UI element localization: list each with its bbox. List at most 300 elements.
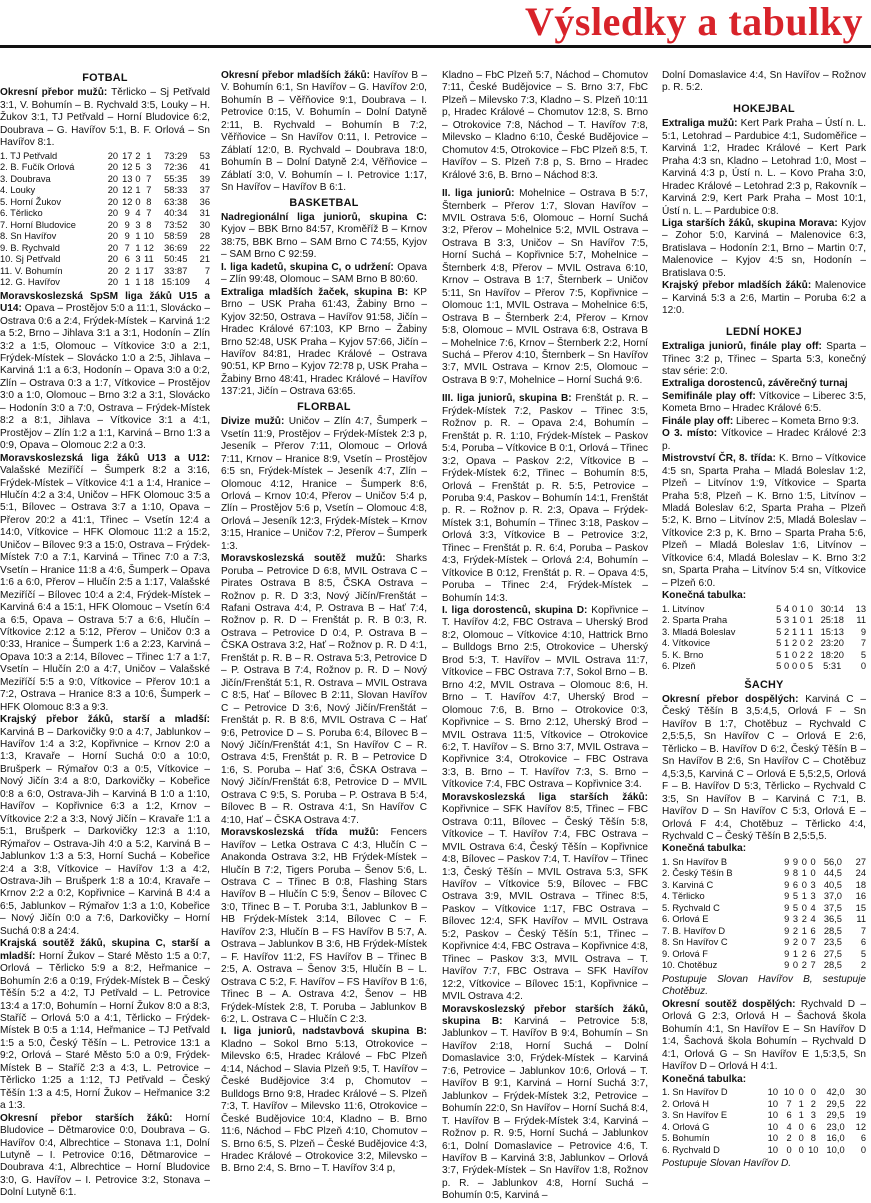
table-cell: 6 [860, 937, 866, 948]
table-cell: 8 [810, 1133, 816, 1143]
table-cell: 5 [135, 162, 141, 173]
competition-name: Okresní přebor starších žáků: [0, 1112, 173, 1124]
team-name: 9. Orlová F [662, 948, 708, 959]
table-cell: 1 [135, 265, 141, 276]
team-name: 5. K. Brno [662, 649, 704, 660]
section-heading-sachy: ŠACHY [744, 678, 784, 691]
table-cell: 5 [807, 661, 813, 672]
table-cell: 1 [135, 277, 141, 288]
table-cell: 5 [860, 649, 866, 660]
result-paragraph [0, 87, 210, 149]
table-cell: 20 [107, 208, 119, 219]
table-cell: 9 [860, 626, 866, 637]
table-cell: 1 [801, 891, 807, 902]
table-cell: 3 [135, 254, 141, 265]
result-paragraph [221, 553, 427, 827]
table-cell: 1 [135, 185, 141, 196]
table-row [662, 627, 866, 639]
standings-table [662, 857, 866, 972]
table-row [662, 857, 866, 869]
result-paragraph [662, 391, 866, 416]
table-cell: 2 [124, 265, 130, 276]
table-cell: 18 [143, 277, 154, 288]
table-cell: 9 [784, 914, 790, 925]
table-cell: 10 [767, 1133, 779, 1143]
table-cell: 1 [801, 868, 807, 879]
table-cell: 44,5 [823, 868, 842, 879]
table-cell: 9 [784, 937, 790, 948]
result-paragraph [442, 792, 648, 1004]
table-cell: 6 [792, 879, 799, 890]
table-cell: 17 [122, 150, 133, 161]
table-cell: 1 [799, 626, 806, 637]
competition-name: I. liga kadetů, skupina C, o udržení: [221, 261, 394, 273]
table-row [0, 266, 210, 278]
competition-name: Krajský přebor žáků, starší a mladší: [0, 714, 210, 726]
table-cell: 0 [798, 1133, 804, 1143]
table-cell: 10,0 [826, 1144, 845, 1155]
table-cell: 20 [107, 173, 119, 184]
table-cell: 16,0 [826, 1133, 845, 1143]
table-cell: 16 [855, 891, 866, 902]
table-cell: 0 [801, 879, 807, 890]
table-caption [662, 590, 866, 602]
table-cell: 4 [786, 1121, 792, 1132]
table-cell: 9 [784, 879, 790, 890]
table-cell: 13 [122, 173, 133, 184]
table-cell: 5 [792, 902, 799, 913]
table-cell: 4 [810, 902, 816, 913]
table-cell: 7 [204, 265, 210, 276]
standings-table [0, 151, 210, 289]
table-cell: 15:109 [161, 277, 190, 288]
table-cell: 6 [810, 925, 816, 936]
table-cell: 12 [122, 185, 133, 196]
table-cell: 1 [146, 150, 152, 161]
results-text: Havířov B – V. Bohumín 6:1, Sn Havířov – G. Havířov 2:0, Bohumín B – Věřňovice 9:1, Doubrava – I. Petrovice 0:15, V. Bohumín – Dolní Datyně 2:11, B. Rychvald – Bohumín B 7:2, Věřňovice – Sn Havířov 0:11, I. Petrovice – Záblatí 12:0, B. Rychvald – Doubrava 18:0, Bohumín B – Dolní Datyně 2:4, Věřňovice – Záblatí 3:0, V. Bohumín – I. Petrovice 1:17, Sn Havířov – Havířov B 6:1. [221, 70, 427, 194]
competition-name: Moravskoslezská SpSM liga žáků U15 a U14: [0, 290, 210, 315]
table-cell: 8 [792, 868, 799, 879]
competition-name: Krajský přebor mladších žáků: [662, 280, 812, 292]
section-heading-fotbal: FOTBAL [82, 72, 128, 84]
table-cell: 1 [784, 649, 790, 660]
team-name: 8. Sn Havířov [0, 231, 57, 242]
team-name: 3. Sn Havířov E [662, 1110, 728, 1120]
team-name: 12. G. Havířov [0, 277, 60, 288]
table-cell: 0 [798, 1121, 804, 1132]
table-cell: 1 [807, 626, 813, 637]
table-row [0, 151, 210, 163]
competition-name: Extraliga dorostenců, závěrečný turnaj [662, 378, 848, 390]
competition-name: Extraliga juniorů, finále play off: [662, 341, 822, 353]
results-text: Sharks Poruba – Petrovice D 6:8, MVIL Ostrava C – Pirates Ostrava B 8:5, ČSKA Ostrava – Rožnov p. R. D 3:3, Nový Jičín/Frenštát – Rafani Ostrava 4:4, P. Ostrava B – Hať 7:4, Rožnov p. R. D – Frenštát p. R. B 0:3, R. Ostrava – Petrovice D 0:4, P. Ostrava B – ČSKA Ostrava 3:2, Hať – Rožnov p. R. D 4:1, Frenštát p. R. B – R. Ostrava 5:3, Petrovice D – P. Ostrava B 7:4, Rožnov p. R. D – Nový Jičín/Frenštát 5:1, R. Ostrava – MVIL Ostrava C 8:5, Hať – Bílovec B 2:11, Slovan Havířov C – Petrovice D 3:6, Nový Jičín/Frenštát – Frenštát p. R. B 8:6, MVIL Ostrava C – Hať 9:6, Petrovice D – S. Poruba 6:4, Bílovec B – Nový Jičín/Frenštát 4:1, Sn Havířov C – R. Ostrava 4:5, Frenštát p. R. B – Petrovice D 1:6, S. Poruba – Hať 3:6, ČSKA Ostrava – Nový Jičín/Frenštát 6:8, Petrovice D – MVIL Ostrava C 9:5, S. Poruba – P. Ostrava B 5:4, Bílovec B – R. Ostrava 4:1, Sn Havířov C 4:10, Hať – ČSKA Ostrava 4:7. [221, 553, 427, 826]
table-row [662, 960, 866, 972]
table-cell: 55:35 [164, 173, 188, 184]
team-name: 4. Orlová G [662, 1121, 710, 1132]
table-cell: 20 [107, 254, 119, 265]
results-text: Uničov – Zlín 4:7, Šumperk – Vsetín 11:9, Prostějov – Frýdek-Místek 2:3 p, Jeseník – Přerov 7:11, Olomouc – Orlová 7:11, Krnov – Hranice 8:9, Vsetín – Prostějov 6:5 sn, Frýdek-Místek – Jeseník 4:7, Zlín – Olomouc 4:12, Hranice – Šumperk 8:6, Orlová – Krnov 10:4, Přerov – Uničov 5:4 p, Zlín – Prostějov 5:6 p, Vsetín – Olomouc 4:8, Orlová – Jeseník 12:3, Frýdek-Místek – Krnov 3:15, Hranice – Uničov 7:2, Přerov – Šumperk 1:3. [221, 416, 427, 552]
results-text: Liberec – Kometa Brno 9:3. [733, 415, 859, 427]
table-cell: 20 [107, 277, 119, 288]
table-cell: 36:69 [164, 242, 188, 253]
table-cell: 3 [784, 615, 790, 626]
results-text: K. Brno – Vítkovice 4:5 sn, Sparta Praha – Mladá Boleslav 1:2, Plzeň – Litvínov 1:9, Vítkovice – Sparta Praha 5:8, Plzeň – K. Brno 1:5, Litvínov – Mladá Boleslav 6:2, Sparta Praha – Plzeň 5:2, K. Brno – Litvínov 2:5, Mladá Boleslav – Vítkovice 2:3 p, K. Brno – Sparta Praha 5:6, Plzeň – Mladá Boleslav 1:6, Litvínov – Vítkovice 6:4, Mladá Boleslav – K. Brno 3:2 sn, Sparta Praha – Litvínov 5:4 sn, Vítkovice – Plzeň 6:0. [662, 453, 866, 589]
table-cell: 0 [798, 1087, 804, 1097]
result-paragraph [662, 341, 866, 378]
table-cell: 20 [107, 265, 119, 276]
table-row [662, 638, 866, 650]
table-cell: 5:31 [823, 661, 842, 672]
table-cell: 42,0 [826, 1087, 845, 1097]
result-paragraph [221, 70, 427, 195]
table-cell: 58:33 [164, 185, 188, 196]
team-name: 10. Chotěbuz [662, 960, 718, 971]
table-cell: 1 [798, 1098, 804, 1109]
table-row [662, 650, 866, 662]
results-text: Karviná B – Darkovičky 9:0 a 4:7, Jablunkov – Havířov 1:4 a 3:2, Kopřivnice – Krnov 2:0 a 1:3, Kravaře – Horní Suchá 0:0 a 10:0, Brušperk – Rýmařov 0:3 a 0:5, Vítkovice – Nový Jičín 3:4 a 8:0, Darkovičky – Kobeřice 0:8 a 6:0, Ostrava-Jih – Karviná B 1:0 a 1:10, Havířov – Kopřivnice 6:3 a 1:2, Krnov – Vítkovice 2:2 a 3:3, Nový Jičín – Kravaře 1:1 a 5:1, Brušperk – Darkovičky 12:3 a 1:10, Rýmařov – Ostrava-Jih 4:0 a 5:2, Karviná B – Jablunkov 1:3 a 5:3, Horní Suchá – Kobeřice 2:4 a 3:8, Vítkovice – Havířov 1:3 a 4:2, Ostrava-Jih – Brušperk 1:8 a 10:4, Kravaře – Krnov 2:2 a 0:2, Kopřivnice – Karviná B 4:4 a 6:5, Jablunkov – Rýmařov 1:3 a 1:0, Kobeřice – Nový Jičín 0:0 a 7:6, Darkovičky – Horní Suchá 0:8 a 24:4. [0, 726, 210, 937]
results-text: Mohelnice – Ostrava B 5:7, Šternberk – Přerov 1:7, Slovan Havířov – MVIL Ostrava 5:6, Olomouc – Horní Suchá 3:2, Přerov – Mohelnice 5:2, MVIL Ostrava – Ostrava B 3:3, Uničov – Sn Havířov 7:5, Horní Suchá – Kopřivnice 5:7, Mohelnice – Šternberk 4:8, Přerov – MVIL Ostrava 6:10, Krnov – Ostrava B 1:7, Šternberk – Uničov 5:11, Sn Havířov – Přerov 7:5, Kopřivnice – Olomouc 1:1, MVIL Ostrava – Mohelnice 6:5, Ostrava B – Šternberk 2:4, Přerov – Krnov 5:8, Olomouc – MVIL Ostrava 6:8, Ostrava B – Mohelnice 7:6, Krnov – Šternberk 2:2, Horní Suchá – Přerov 4:10, Šternberk – Sn Havířov 3:7, MVIL Ostrava – Krnov 2:5, Olomouc – Ostrava B 9:7, Mohelnice – Horní Suchá 9:6. [442, 188, 648, 386]
competition-name: Moravskoslezská liga žáků U13 a U12: [0, 452, 210, 464]
table-cell: 36 [199, 196, 210, 207]
table-cell: 0 [801, 902, 807, 913]
table-cell: 1 [784, 638, 790, 649]
table-cell: 5 [776, 615, 782, 626]
table-cell: 1 [135, 242, 141, 253]
table-cell: 10 [767, 1121, 779, 1132]
team-name: 1. TJ Petřvald [0, 150, 58, 161]
results-text: Rychvald D – Orlová G 2:3, Orlová H – Šachová škola Bohumín 4:1, Sn Havířov E – Sn Havířov D 1:4, Šachová škola Bohumín – Rychvald D 4:1, Orlová G – Sn Havířov E 1,5:3,5, Sn Havířov D – Orlová H 4:1. [662, 998, 866, 1073]
results-text: KP Brno – USK Praha 61:43, Žabiny Brno – Kyjov 32:50, Ostrava – Havířov 91:58, Jičín – Hradec Králové 67:103, KP Brno – Žabiny Brno 52:48, USK Praha – Kyjov 57:66, Jičín – Havířov 84:81, Hradec Králové – Ostrava 90:51, KP Brno – Kyjov 72:78 p, USK Praha – Žabiny Brno 48:41, Hradec Králové – Havířov 137:21, Jičín – Ostrava 63:65. [221, 286, 427, 398]
competition-name: O 3. místo: [662, 428, 718, 440]
table-cell: 0 [799, 661, 806, 672]
table-cell: 0 [810, 856, 816, 867]
result-paragraph [442, 1004, 648, 1203]
table-row [0, 208, 210, 220]
competition-name: Moravskoslezský přebor starších žáků, skupina B: [442, 1003, 648, 1027]
table-cell: 72:36 [164, 162, 188, 173]
table-row [0, 231, 210, 243]
note-text: Postupuje Slovan Havířov D. [662, 1158, 792, 1169]
table-cell: 12 [122, 196, 133, 207]
table-cell: 12 [143, 242, 154, 253]
table-caption [662, 1074, 866, 1086]
table-cell: 11 [856, 914, 866, 925]
table-cell: 3 [135, 219, 141, 230]
team-name: 4. Těrlicko [662, 891, 705, 902]
team-name: 6. Orlová E [662, 914, 709, 925]
competition-name: Moravskoslezská soutěž mužů: [221, 553, 386, 565]
results-text: Frenštát p. R. – Frýdek-Místek 7:2, Paskov – Třinec 3:5, Rožnov p. R. – Opava 2:4, Bohumín – Frenštát p. R. 1:10, Frýdek-Místek – Paskov 5:4, Poruba – Vítkovice B 0:1, Orlová – Třinec 3:2, Opava – Paskov 2:2, Vítkovice B – Frýdek-Místek 6:2, Třinec – Bohumín 8:5, Orlová – Frenštát p. R. 5:5, Petrovice – Poruba 9:4, Paskov – Bohumín 14:1, Frenštát p. R. – Rožnov p. R. 2:3, Opava – Frýdek-Místek 3:1, Bohumín – Třinec 3:18, Paskov – Orlová 3:3, Vítkovice B – Petrovice 3:2, Třinec – Frenštát p. R. 6:4, Poruba – Paskov 4:3, Frýdek-Místek – Orlová 2:4, Bohumín – Vítkovice B 0:12, Frenštát p. R. – Opava 4:5, Poruba – Třinec 2:4, Frýdek-Místek – Bohumín 14:3. [442, 393, 648, 604]
standings-table [662, 1087, 866, 1156]
results-text: Kladno – FbC Plzeň 5:7, Náchod – Chomutov 7:11, České Budějovice – S. Brno 3:7, FbC Plzeň – Milevsko 7:3, Kladno – S. Plzeň 10:11 p, Hradec Králové – Chomutov 12:8, S. Brno – Otrokovice 7:8, Náchod – T. Havířov 7:8, Milevsko – Kladno 6:10, České Budějovice – Chomutov 4:5, Otrokovice – FbC Plzeň 8:5, T. Havířov – S. Plzeň 7:8 p, S. Brno – Hradec Králové 3:6, B. Brno – Náchod 8:3. [442, 70, 648, 181]
table-cell: 73:52 [164, 219, 188, 230]
table-cell: 5 [776, 661, 782, 672]
results-text: Horní Bludovice – Dětmarovice 0:0, Doubrava – G. Havířov 0:4, Albrechtice – Stonava 1:1, Dolní Lutyně – I. Petrovice 0:16, Dětmarovice – Doubrava 4:1, Albrechtice – Horní Bludovice 3:0, G. Havířov – I. Petrovice 3:2, Stonava – Dolní Lutyně 6:1. [0, 1112, 210, 1199]
table-row [662, 926, 866, 938]
competition-name: Okresní přebor mužů: [0, 87, 108, 99]
result-paragraph [0, 714, 210, 938]
table-cell: 7 [860, 638, 866, 649]
table-cell: 33:87 [164, 265, 188, 276]
table-cell: 5 [792, 891, 799, 902]
results-text: Dolní Domaslavice 4:4, Sn Havířov – Rožnov p. R. 5:2. [662, 70, 866, 94]
team-name: 6. Plzeň [662, 661, 696, 672]
table-cell: 4 [784, 603, 790, 614]
table-cell: 7 [124, 242, 130, 253]
table-cell: 6 [810, 948, 816, 959]
table-cell: 18:20 [820, 649, 844, 660]
team-name: 8. Sn Havířov C [662, 937, 728, 948]
result-paragraph [662, 999, 866, 1074]
table-cell: 23,0 [826, 1121, 845, 1132]
table-cell: 0 [791, 649, 798, 660]
competition-name: Mistrovství ČR, 8. třída: [662, 453, 776, 465]
table-cell: 0 [801, 856, 807, 867]
table-cell: 15:13 [820, 626, 844, 637]
table-cell: 0 [791, 603, 798, 614]
note [662, 974, 866, 999]
table-cell: 5 [860, 948, 866, 959]
table-cell: 9 [124, 231, 130, 242]
team-name: 1. Litvínov [662, 603, 705, 614]
team-name: 3. Doubrava [0, 173, 51, 184]
table-cell: 0 [135, 196, 141, 207]
table-cell: 1 [799, 603, 806, 614]
results-text: Valašské Meziříčí – Šumperk 8:2 a 3:16, Frýdek-Místek – Vítkovice 4:1 a 1:4, Hranice – Hlučín 4:2 a 3:4, Uničov – HFK Olomouc 3:5 a 5:1, Bílovec – Ostrava 3:7 a 1:10, Opava – Přerov 20:2 a 41:1, Třinec – Vsetín 12:4 a 14:0, Vítkovice – HFK Olomouc 11:2 a 15:2, Uničov – Bílovec 9:3 a 15:0, Ostrava – Frýdek-Místek 7:0 a 7:1, Karviná – Třinec 7:0 a 7:3, Vsetín – Hranice 11:8 a 4:6, Šumperk – Opava 1:6 a 6:0, Přerov – Hlučín 2:5 a 1:17, Valašské Meziříčí – Bílovec 10:4 a 2:4, Frýdek-Místek – Karviná 6:4 a 15:1, HFK Olomouc – Vsetín 6:4 a 6:5, Opava – Ostrava 5:7 a 6:6, Hlučín – Vítkovice 2:12 a 5:12, Přerov – Uničov 0:3 a 0:33, Hranice – Šumperk 1:6 a 2:23, Karviná – Opava 10:3 a 2:14, Bílovec – Třinec 1:7 a 1:7, Vsetín – Hlučín 2:0 a 4:7, Uničov – Valašské Meziříčí 5:5 a 9:0, Vítkovice – Přerov 10:1 a 7:2, Ostrava – Hranice 8:3 a 10:6, Šumperk – HFK Olomouc 8:3 a 9:3. [0, 465, 210, 713]
team-name: 9. B. Rychvald [0, 242, 60, 253]
table-cell: 7 [146, 185, 152, 196]
table-row [662, 1099, 866, 1111]
competition-name: Nadregionální liga juniorů, skupina C: [221, 211, 427, 223]
result-paragraph [662, 694, 866, 843]
result-paragraph [662, 280, 866, 317]
table-cell: 1 [801, 925, 807, 936]
competition-name: Okresní soutěž dospělých: [662, 998, 796, 1010]
result-paragraph [221, 287, 427, 399]
results-text: Kert Park Praha – Ústí n. L. 5:1, Letohrad – Pardubice 4:1, Sudoměřice – Karviná 1:2, Hradec Králové – Kert Park Praha 4:3 sn, Kladno – Letohrad 1:0, Most – Karviná 4:3 p, Ústí n. L. – Kovo Praha 3:0, Hradec Králové – Letohrad 2:3 p, Rakovník – Karviná 2:9, Kert Park Praha – Most 10:1, Ústí n. L. – Pardubice 0:8. [662, 118, 866, 217]
table-cell: 63:38 [164, 196, 188, 207]
table-cell: 7 [810, 937, 816, 948]
table-cell: 2 [860, 960, 866, 971]
competition-name: III. liga juniorů, skupina B: [442, 393, 572, 405]
competition-name: Krajská soutěž žáků, skupina C, starší a mladší: [0, 938, 210, 962]
table-cell: 20 [107, 196, 119, 207]
table-cell: 3 [146, 162, 152, 173]
team-name: 6. Rychvald D [662, 1144, 720, 1155]
table-cell: 2 [792, 937, 799, 948]
team-name: 2. Orlová H [662, 1098, 710, 1109]
table-row [662, 661, 866, 673]
table-cell: 9 [124, 219, 130, 230]
results-text: Kladno – Sokol Brno 5:13, Otrokovice – Milevsko 6:5, Hradec Králové – FbC Plzeň 4:14, Náchod – Slavia Plzeň 9:5, T. Havířov – České Budějovice 3:4 p, Chomutov – Bulldogs Brno 9:8, Hradec Králové – S. Plzeň 7:3, T. Havířov – Milevsko 11:6, Otrokovice – České Budějovice 10:4, Kladno – B. Brno 11:6, Náchod – FbC Plzeň 4:10, Chomutov – S. Brno 6:5, S. Plzeň – České Budějovice 4:3, Hradec Králové – Otrokovice 3:2, Milevsko – B. Brno 2:4, S. Brno – T. Havířov 3:4 p, [221, 1038, 427, 1175]
table-cell: 4 [204, 277, 210, 288]
table-cell: 2 [807, 638, 813, 649]
results-text: Horní Žukov – Staré Město 1:5 a 0:7, Orlová – Těrlicko 5:9 a 8:2, Heřmanice – Bohumín 2:6 a 0:19, Frýdek-Místek B – Český Těšín 5:2 a 4:2, TJ Petřvald – L. Petrovice 13:4 a 17:0, Bohumín – Horní Žukov 8:0 a 8:3, Staříč – Orlová 5:0 a 4:1, Těrlicko – Frýdek-Místek B 0:5 a 1:14, Heřmanice – TJ Petřvald 1:5 a 5:0, Český Těšín – L. Petrovice 13:1 a 9:2, Orlová – Staré Město 5:0 a 0:9, Frýdek-Místek B – Staříč 2:3 a 4:3, L. Petrovice – Těrlicko 1:25 a 1:12, TJ Petřvald – Český Těšín 1:3 a 4:5, Horní Žukov – Heřmanice 3:2 a 1:3. [0, 950, 210, 1112]
result-paragraph [662, 218, 866, 280]
table-cell: 0 [810, 1087, 816, 1097]
table-row [0, 162, 210, 174]
competition-name: Finále play off: [662, 415, 734, 427]
table-cell: 3 [792, 914, 799, 925]
results-text: Malenovice – Karviná 5:3 a 2:6, Martin – Poruba 6:2 a 12:0. [662, 280, 866, 317]
competition-name: Okresní přebor dospělých: [662, 694, 799, 706]
team-name: 3. Karviná C [662, 879, 714, 890]
results-columns [0, 70, 871, 1202]
table-cell: 22 [199, 242, 210, 253]
table-row [662, 1145, 866, 1157]
table-cell: 0 [860, 1144, 866, 1155]
table-cell: 0 [799, 615, 806, 626]
masthead [0, 0, 871, 48]
table-row [0, 243, 210, 255]
table-cell: 1 [807, 615, 813, 626]
table-cell: 0 [807, 603, 813, 614]
table-cell: 9 [784, 948, 790, 959]
table-caption [662, 843, 866, 855]
table-cell: 40:34 [164, 208, 188, 219]
table-cell: 9 [784, 902, 790, 913]
table-cell: 2 [791, 638, 798, 649]
table-cell: 7 [146, 173, 152, 184]
table-cell: 20 [107, 162, 119, 173]
table-cell: 12 [122, 162, 133, 173]
team-name: 1. Sn Havířov B [662, 856, 728, 867]
team-name: 11. V. Bohumín [0, 265, 63, 276]
table-row [0, 220, 210, 232]
results-text: Fencers Havířov – Letka Ostrava C 4:3, Hlučín C – Anakonda Ostrava 3:2, HB Frýdek-Místek – Hlučín B 7:2, Tigers Poruba – Šenov 5:6, L. Ostrava C – Třinec B 0:8, Flashing Stars Havířov B – Hlučín C 5:9, Šenov – Bílovec C 3:0, Třinec B – T. Poruba 3:1, Jablunkov B – HB Frýdek-Místek 3:14, Bílovec C – F. Havířov 2:3, Hlučín B – FS Havířov B 5:7, A. Ostrava – Jablunkov B 3:6, HB Frýdek-Místek – F. Havířov 11:2, FS Havířov B – Třinec B 2:5, A. Ostrava – Šenov 3:5, Hlučín B – L. Ostrava C 5:2, F. Havířov – FS Havířov B 1:6, Třinec B – A. Ostrava 4:2, Šenov – HB Frýdek-Místek 2:8, T. Poruba – Jablunkov B 6:2, L. Ostrava C – Hlučín C 2:3. [221, 827, 427, 1025]
table-cell: 10 [767, 1087, 779, 1097]
team-name: 7. Horní Bludovice [0, 219, 76, 230]
table-cell: 10 [808, 1144, 819, 1155]
table-cell: 10 [767, 1110, 779, 1120]
competition-name: Okresní přebor mladších žáků: [221, 70, 370, 81]
table-row [662, 868, 866, 880]
team-name: 6. Těrlicko [0, 208, 43, 219]
table-cell: 7 [786, 1098, 792, 1109]
results-text: Karviná C – Český Těšín B 3,5:4,5, Orlová F – Sn Havířov B 1:7, Chotěbuz – Rychvald C 2,5:5,5, Sn Havířov C – Orlová E 2:6, Těrlicko – B. Havířov D 6:2, Český Těšín B – Sn Havířov B 2:6, Sn Havířov C – Chotěbuz 4,5:3,5, Karviná C – Orlová E 5,5:2,5, Orlová F – B. Havířov D 5:3, Těrlicko – Rychvald C 3:5, Sn Havířov B – Karviná C 7:1, B. Havířov D – Sn Havířov C 5:3, Orlová E – Orlová F 4:4, Chotěbuz – Těrlicko 4:4, Rychvald C – Český Těšín B 2,5:5,5. [662, 694, 866, 843]
competition-name: Divize mužů: [221, 416, 285, 428]
table-row [662, 1087, 866, 1099]
table-cell: 21 [199, 254, 210, 265]
table-cell: 6 [810, 1121, 816, 1132]
table-cell: 0 [860, 661, 866, 672]
competition-name: I. liga dorostenců, skupina D: [442, 605, 588, 617]
table-cell: 18 [855, 879, 866, 890]
result-paragraph [0, 291, 210, 453]
table-cell: 5 [776, 649, 782, 660]
table-cell: 4 [135, 208, 141, 219]
table-row [662, 891, 866, 903]
table-cell: 11 [856, 615, 866, 626]
table-cell: 9 [784, 868, 790, 879]
table-cell: 58:59 [164, 231, 188, 242]
table-cell: 50:45 [164, 254, 188, 265]
table-cell: 11 [143, 254, 154, 265]
table-cell: 9 [792, 856, 799, 867]
result-paragraph [442, 393, 648, 605]
table-cell: 0 [799, 638, 806, 649]
table-cell: 27 [855, 856, 866, 867]
table-cell: 3 [810, 891, 816, 902]
table-cell: 8 [146, 196, 152, 207]
team-name: 5. Rychvald C [662, 902, 720, 913]
table-cell: 0 [791, 661, 798, 672]
table-cell: 2 [135, 150, 141, 161]
column-2 [221, 70, 427, 1175]
table-cell: 2 [801, 948, 807, 959]
table-cell: 24 [855, 868, 866, 879]
table-cell: 23:20 [820, 638, 844, 649]
table-cell: 30 [855, 1087, 866, 1097]
competition-name: Moravskoslezská liga starších žáků: [442, 791, 648, 803]
result-paragraph [662, 416, 866, 428]
table-cell: 1 [135, 231, 141, 242]
table-cell: 28 [199, 231, 210, 242]
table-cell: 17 [143, 265, 154, 276]
result-paragraph [221, 212, 427, 262]
section-heading-hokejbal: HOKEJBAL [733, 102, 795, 115]
team-name: 5. Horní Žukov [0, 196, 61, 207]
section-heading-basketbal: BASKETBAL [289, 196, 359, 209]
results-text: Těrlicko – Sj Petřvald 3:1, V. Bohumín – B. Rychvald 3:5, Louky – H. Žukov 3:1, TJ Petřvald – Horní Bludovice 6:2, Doubrava – G. Havířov 5:1, B. F. Orlová – Sn Havířov 8:1. [0, 87, 210, 149]
competition-name: Liga starších žáků, skupina Morava: [662, 217, 838, 229]
table-row [0, 277, 210, 289]
result-paragraph [662, 118, 866, 218]
table-caption-text: Konečná tabulka: [662, 843, 747, 855]
results-text: Kyjov – BBK Brno 84:57, Kroměříž B – Krnov 38:75, BBK Brno – SAM Brno C 74:55, Kyjov – SAM Brno C 92:59. [221, 224, 427, 261]
table-cell: 9 [124, 208, 130, 219]
competition-name: I. liga juniorů, nadstavbová skupina B: [221, 1026, 427, 1038]
table-cell: 19 [855, 1110, 866, 1120]
table-cell: 10 [767, 1098, 779, 1109]
table-cell: 0 [798, 1144, 804, 1155]
table-cell: 28,5 [823, 960, 842, 971]
table-cell: 10 [767, 1144, 779, 1155]
page-title: Výsledky a tabulky [525, 0, 863, 44]
table-cell: 31 [199, 208, 210, 219]
table-cell: 5 [776, 626, 782, 637]
table-cell: 29,5 [826, 1098, 845, 1109]
table-cell: 3 [810, 1110, 816, 1120]
table-cell: 6 [786, 1110, 792, 1120]
table-cell: 73:29 [164, 150, 188, 161]
table-cell: 27,5 [823, 948, 842, 959]
table-caption-text: Konečná tabulka: [662, 590, 747, 602]
table-cell: 22 [855, 1098, 866, 1109]
table-cell: 7 [146, 208, 152, 219]
result-paragraph [662, 378, 866, 390]
result-paragraph [0, 1113, 210, 1200]
table-cell: 40,5 [823, 879, 842, 890]
table-cell: 36,5 [823, 914, 842, 925]
table-cell: 7 [810, 960, 816, 971]
results-text: Opava – Prostějov 5:0 a 11:1, Slovácko – Ostrava 0:6 a 2:4, Frýdek-Místek – Karviná 1:2 a 5:2, Brno – Jihlava 3:1 a 3:1, Hodonín – Zlín 3:2 a 1:5, Olomouc – Vítkovice 3:0 a 2:1, Frýdek-Místek – Slovácko 1:0 a 2:5, Jihlava – Karviná 1:1 a 6:3, Hodonín – Opava 3:0 a 0:2, Zlín – Ostrava 0:3 a 1:7, Vítkovice – Prostějov 3:0 a 1:0, Olomouc – Brno 3:2 a 3:1, Slovácko – Hodonín 3:0 a 7:0, Ostrava – Frýdek-Místek 8:2 a 8:1, Jihlava – Vítkovice 3:1 a 4:1, Prostějov – Zlín 1:2 a 1:1, Karviná – Brno 1:3 a 0:9, Opava – Olomouc 2:2 a 0:3. [0, 303, 210, 452]
table-cell: 5 [776, 603, 782, 614]
table-cell: 37,5 [823, 902, 842, 913]
table-cell: 0 [810, 868, 816, 879]
table-cell: 7 [860, 925, 866, 936]
table-cell: 0 [792, 960, 799, 971]
table-cell: 9 [784, 925, 790, 936]
results-text: Vítkovice – Hradec Králové 2:3 p. [662, 428, 866, 452]
table-caption-text: Konečná tabulka: [662, 1073, 747, 1085]
table-cell: 39 [199, 173, 210, 184]
table-cell: 0 [135, 173, 141, 184]
table-cell: 9 [784, 960, 790, 971]
table-cell: 20 [107, 185, 119, 196]
table-row [662, 604, 866, 616]
table-cell: 2 [799, 649, 806, 660]
